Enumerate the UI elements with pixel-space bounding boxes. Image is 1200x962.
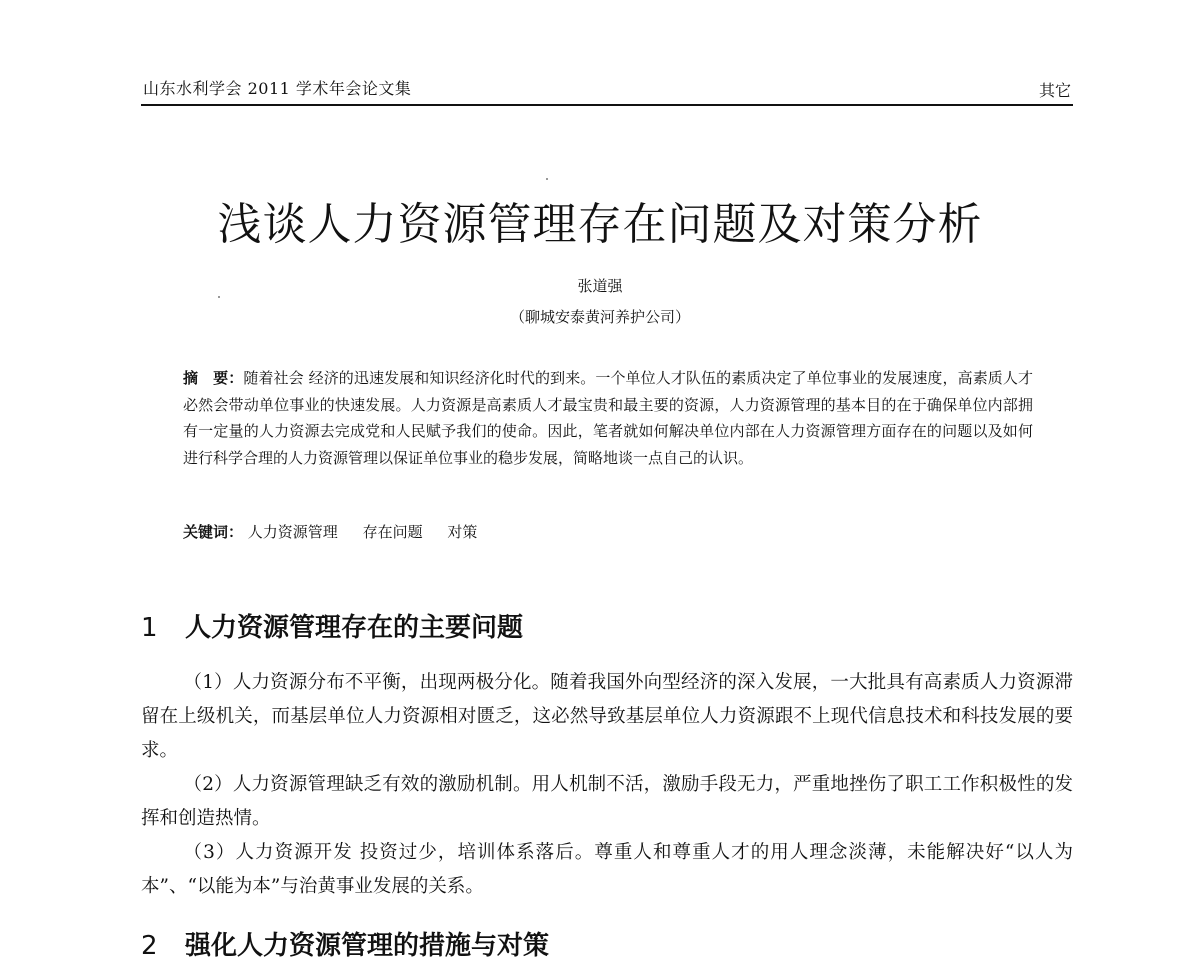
- section-heading: [141, 607, 523, 644]
- abstract: [183, 365, 1033, 471]
- abstract-text: 随着社会 经济的迅速发展和知识经济化时代的到来。一个单位人才队伍的素质决定了单位事业的发展速度，高素质人才必然会带动单位事业的快速发展。人力资源是高素质人才最宝贵和最主要的资源，人力资源管理的基本目的在于确保单位内部拥有一定量的人力资源去完成党和人民赋予我们的使命。因此，笔者就如何解决单位内部在人力资源管理方面存在的问题以及如何进行科学合理的人力资源管理以保证单位事业的稳步发展，简略地谈一点自己的认识。: [183, 369, 1033, 467]
- keywords: [183, 521, 1033, 542]
- section-heading-next: [141, 925, 549, 962]
- scan-speck: [218, 296, 220, 298]
- section-body: [141, 666, 1073, 904]
- section-number: 1: [141, 613, 158, 643]
- keywords-label: 关键词：: [183, 523, 244, 541]
- running-header: [141, 74, 1073, 106]
- keyword-item: 对策: [447, 523, 478, 541]
- body-paragraph: （3）人力资源开发 投资过少，培训体系落后。尊重人和尊重人才的用人理念淡薄，未能解决好“以人为本”、“以能为本”与治黄事业发展的关系。: [141, 842, 1073, 897]
- body-paragraph: （1）人力资源分布不平衡，出现两极分化。随着我国外向型经济的深入发展，一大批具有高素质人力资源滞留在上级机关，而基层单位人力资源相对匮乏，这必然导致基层单位人力资源跟不上现代信息技术和科技发展的要求。: [141, 672, 1073, 761]
- body-paragraph: （2）人力资源管理缺乏有效的激励机制。用人机制不活，激励手段无力，严重地挫伤了职工工作积极性的发挥和创造热情。: [141, 774, 1073, 829]
- author-name: 张道强: [577, 277, 623, 295]
- author-affiliation: （聊城安泰黄河养护公司）: [509, 308, 690, 326]
- journal-name: 山东水利学会 2011 学术年会论文集: [143, 79, 412, 98]
- keyword-item: 存在问题: [362, 523, 423, 541]
- section-title: 强化人力资源管理的措施与对策: [185, 931, 550, 961]
- section-number: 2: [141, 931, 158, 961]
- scan-speck: [546, 178, 548, 180]
- keyword-item: 人力资源管理: [247, 523, 338, 541]
- paper-title: 浅谈人力资源管理存在问题及对策分析: [217, 199, 983, 250]
- section-title: 人力资源管理存在的主要问题: [185, 613, 524, 643]
- abstract-label: 摘 要：: [183, 369, 244, 387]
- section-category: 其它: [1038, 81, 1071, 100]
